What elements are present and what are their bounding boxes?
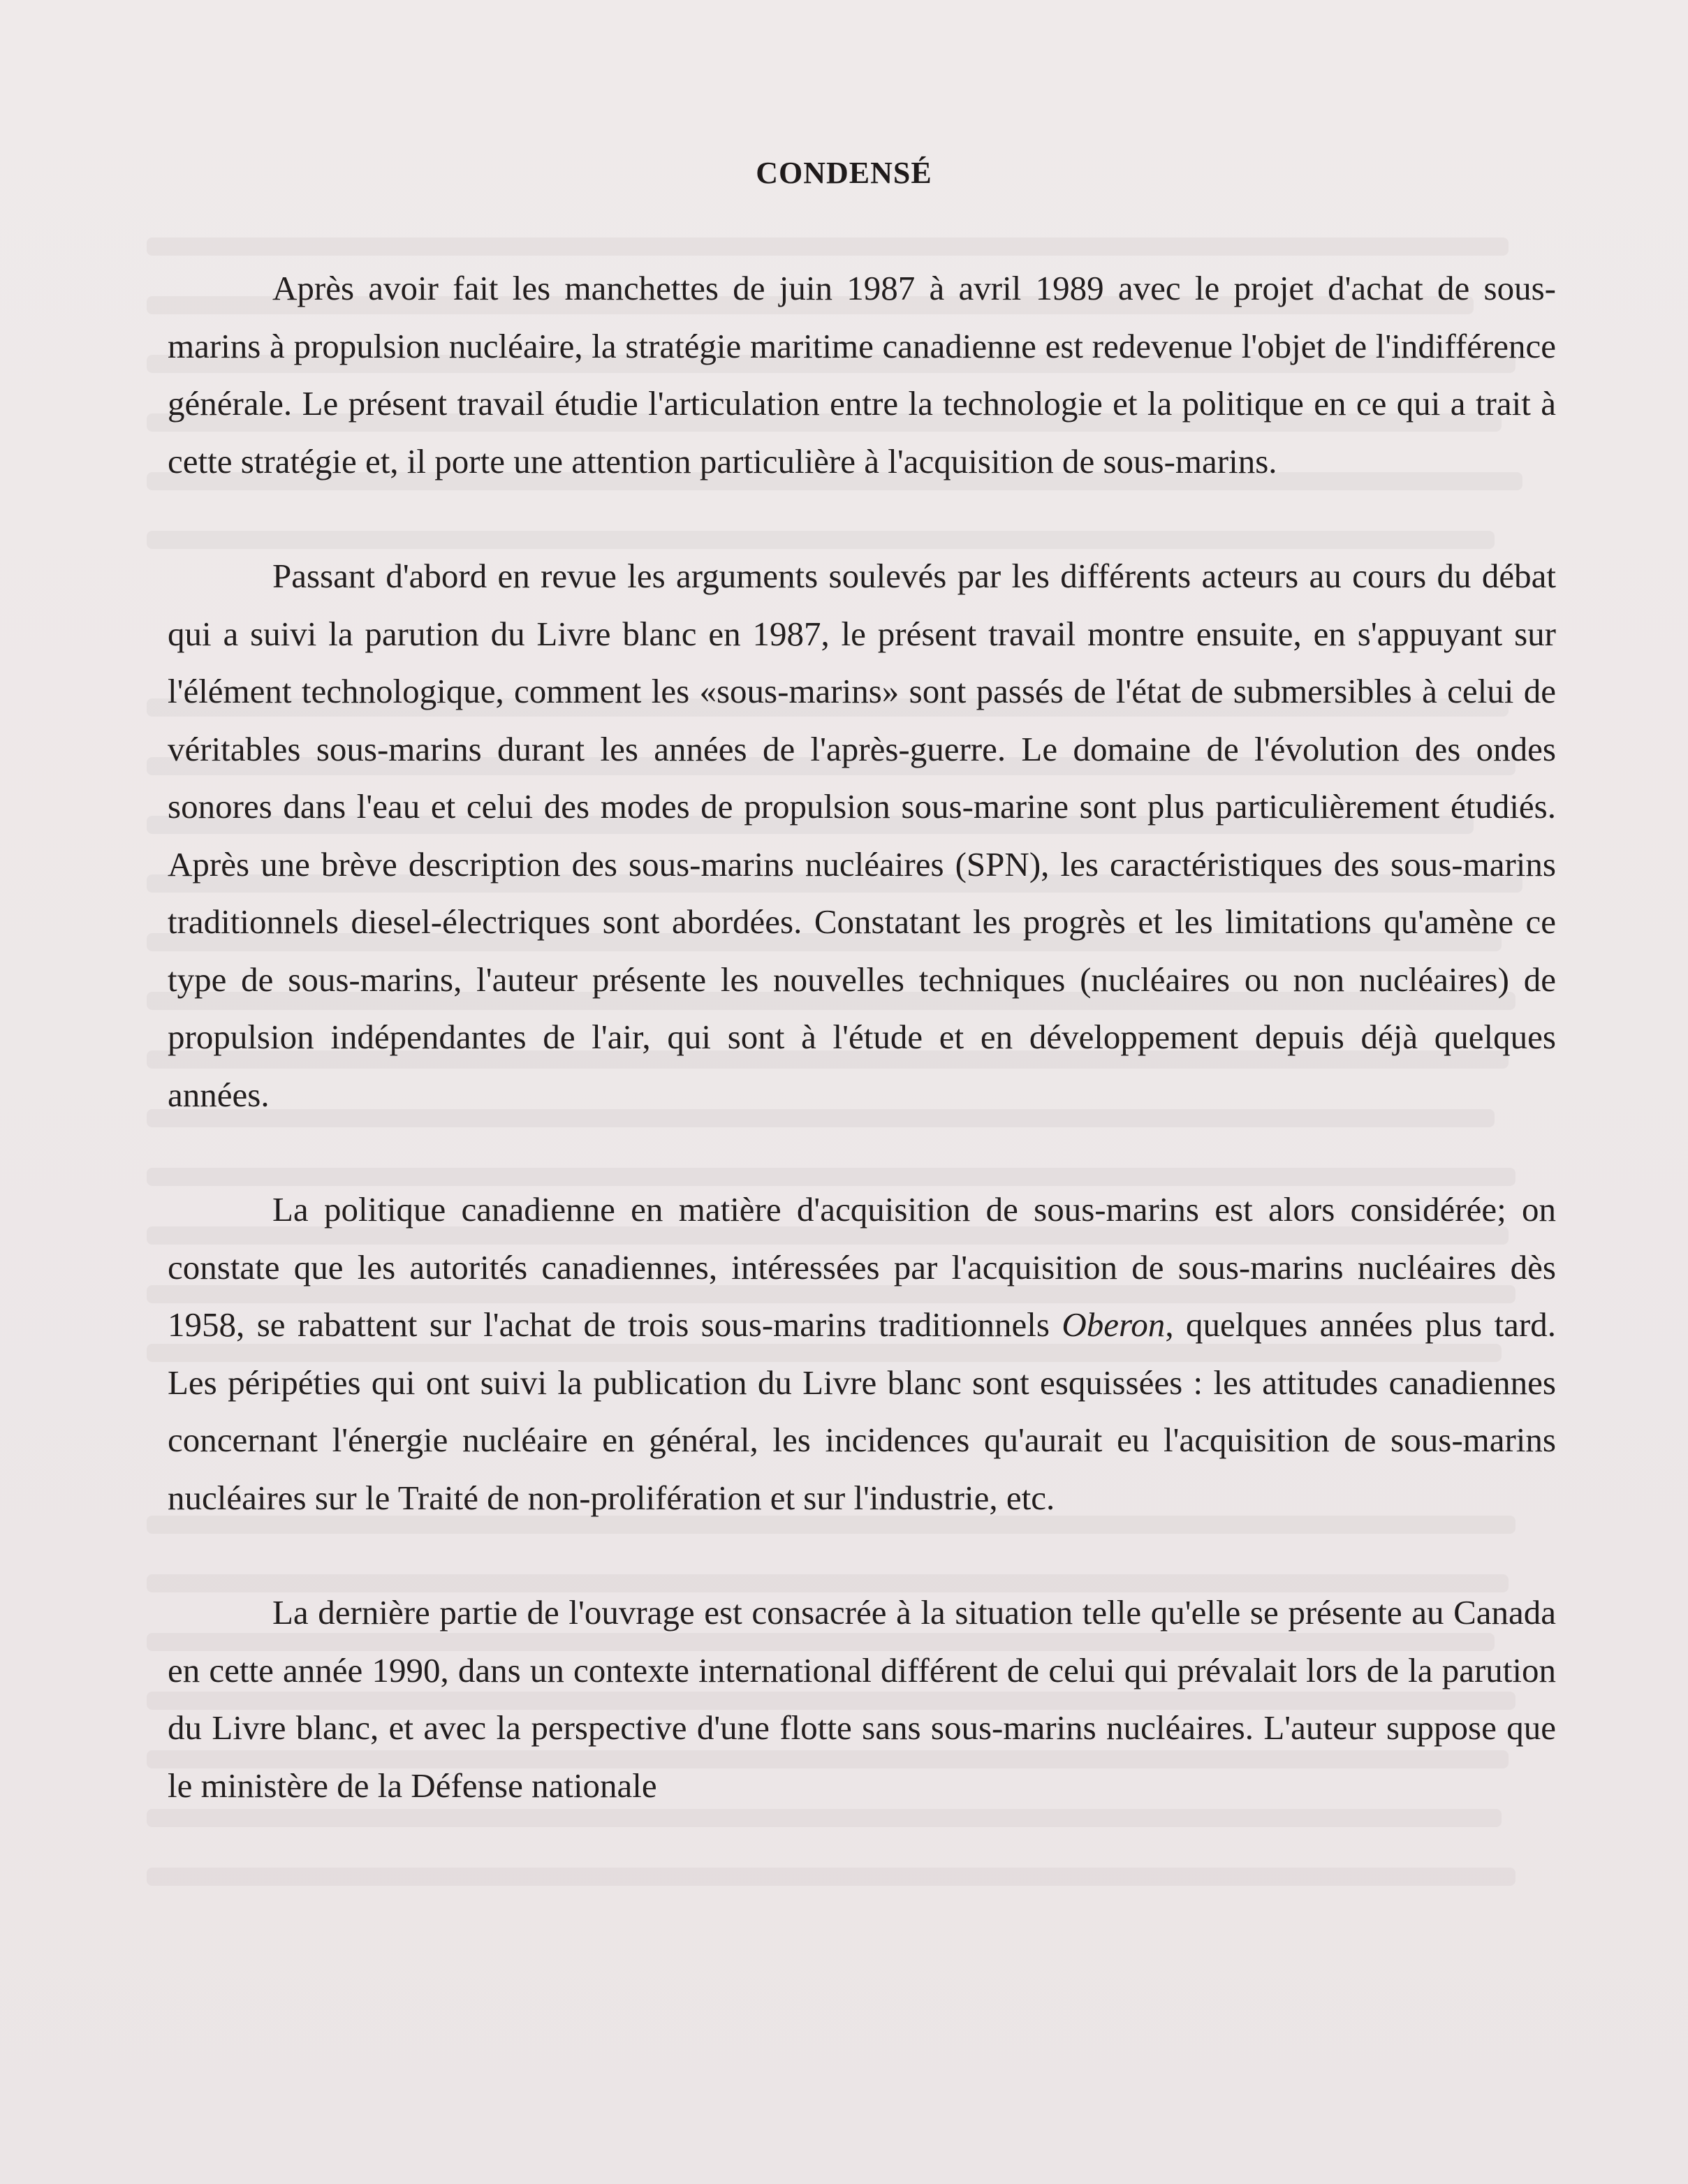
paragraph-3-text-after: , quelques années plus tard. Les péripéties qui ont suivi la publication du Livre blanc sont esquissées : les attitudes canadiennes concernant l'énergie nucléaire en général, les incidences qu'aurait eu l'acquisition de sous-marins nucléaires sur le Traité de non-prolifération et sur l'industrie, etc. [168,1305,1557,1517]
paragraph-3-italic-term: Oberon [1062,1305,1166,1344]
page-title: CONDENSÉ [756,156,932,190]
abstract-body [168,260,1556,1815]
paragraph-3 [168,1181,1556,1527]
paragraph-2: Passant d'abord en revue les arguments soulevés par les différents acteurs au cours du débat qui a suivi la parution du Livre blanc en 1987, le présent travail montre ensuite, en s'appuyant sur l'élément technologique, comment les «sous-marins» sont passés de l'état de submersibles à celui de véritables sous-marins durant les années de l'après-guerre. Le domaine de l'évolution des ondes sonores dans l'eau et celui des modes de propulsion sous-marine sont plus particulièrement étudiés. Après une brève description des sous-marins nucléaires (SPN), les caractéristiques des sous-marins traditionnels diesel-électriques sont abordées. Constatant les progrès et les limitations qu'amène ce type de sous-marins, l'auteur présente les nouvelles techniques (nucléaires ou non nucléaires) de propulsion indépendantes de l'air, qui sont à l'étude et en développement depuis déjà quelques années. [168,557,1556,1114]
paragraph-1: Après avoir fait les manchettes de juin 1987 à avril 1989 avec le projet d'achat de sous-marins à propulsion nucléaire, la stratégie maritime canadienne est redevenue l'objet de l'indifférence générale. Le présent travail étudie l'articulation entre la technologie et la politique en ce qui a trait à cette stratégie et, il porte une attention particulière à l'acquisition de sous-marins. [168,269,1556,481]
paragraph-4: La dernière partie de l'ouvrage est consacrée à la situation telle qu'elle se présente au Canada en cette année 1990, dans un contexte international différent de celui qui prévalait lors de la parution du Livre blanc, et avec la perspective d'une flotte sans sous-marins nucléaires. L'auteur suppose que le ministère de la Défense nationale [168,1593,1556,1805]
paragraph-3-text-before: La politique canadienne en matière d'acquisition de sous-marins est alors considérée; on constate que les autorités canadiennes, intéressées par l'acquisition de sous-marins nucléaires dès 1958, se rabattent sur l'achat de trois sous-marins traditionnels [168,1190,1556,1344]
